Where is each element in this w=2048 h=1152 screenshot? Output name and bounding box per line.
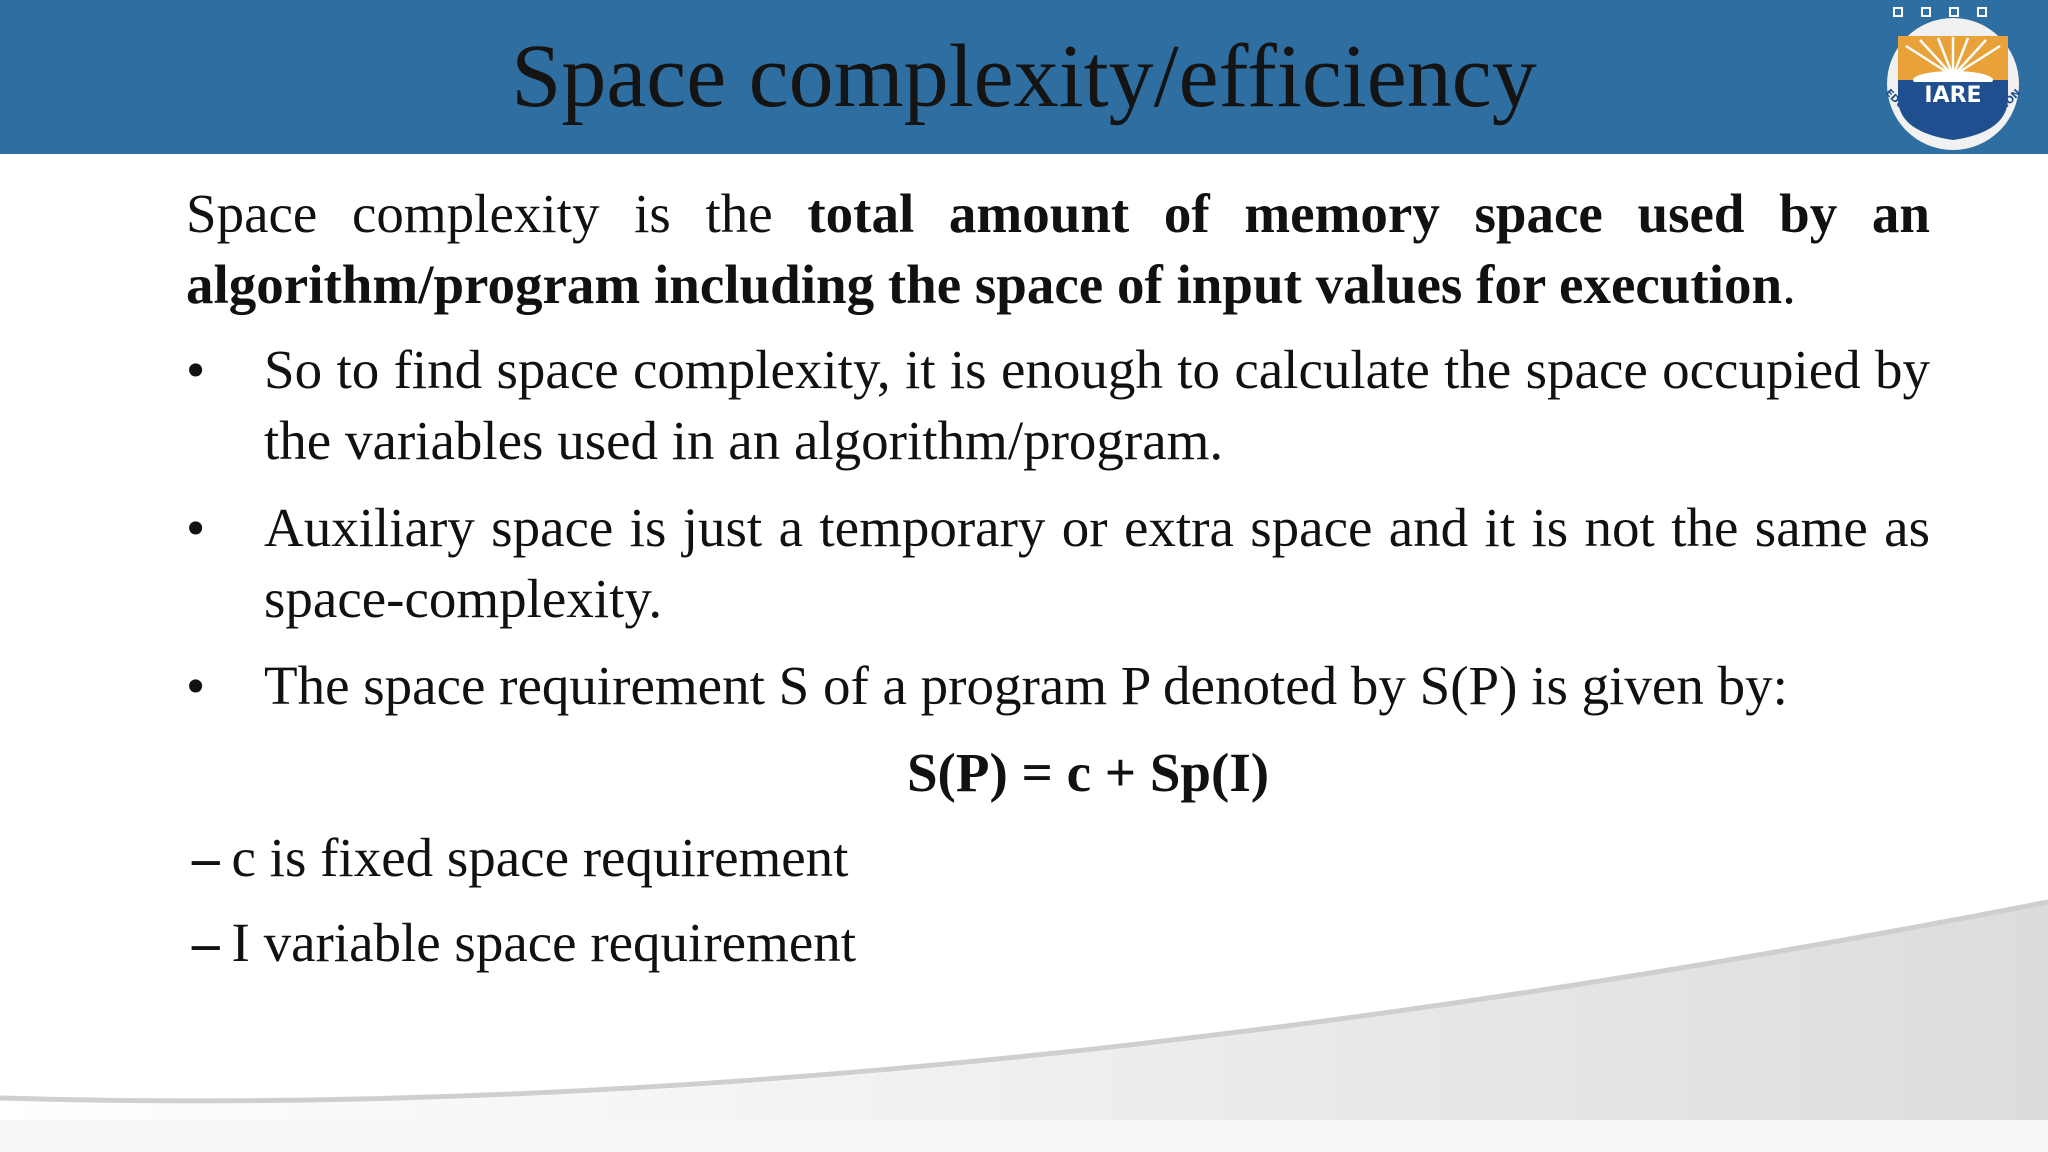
intro-paragraph	[186, 178, 1930, 320]
bullet-icon: •	[186, 655, 206, 716]
bullet-text: The space requirement S of a program P denoted by S(P) is given by:	[264, 655, 1788, 716]
bullet-text: So to find space complexity, it is enough to calculate the space occupied by the variables used in an algorithm/program.	[264, 339, 1930, 471]
slide-title: Space complexity/efficiency	[511, 27, 1537, 126]
dash-icon: –	[192, 912, 220, 973]
bullet-item	[186, 492, 1930, 634]
definition-text: c is fixed space requirement	[231, 827, 849, 888]
definition-item	[192, 822, 1930, 893]
bullet-icon: •	[186, 339, 206, 400]
intro-bold-text: total amount of memory space used by an algorithm/program including the space of input values for execution	[186, 183, 1930, 315]
intro-period: .	[1782, 254, 1796, 315]
bullet-item	[186, 650, 1930, 721]
bullet-icon: •	[186, 497, 206, 558]
svg-text:IARE: IARE	[1924, 83, 1982, 108]
svg-text:EDUCATION FOR LIBERATION: EDUCATION FOR LIBERATION	[1882, 87, 2024, 136]
definition-text: I variable space requirement	[231, 912, 857, 973]
dash-icon: –	[192, 827, 220, 888]
intro-text: Space complexity is the	[186, 183, 808, 244]
bullet-text: Auxiliary space is just a temporary or extra space and it is not the same as space-complexity.	[264, 497, 1930, 629]
slide-body	[186, 178, 1930, 978]
space-formula: S(P) = c + Sp(I)	[906, 742, 1270, 803]
definition-item	[192, 907, 1930, 978]
bullet-list	[186, 334, 1930, 721]
bullet-item	[186, 334, 1930, 476]
iare-logo-icon	[1858, 2, 2048, 152]
